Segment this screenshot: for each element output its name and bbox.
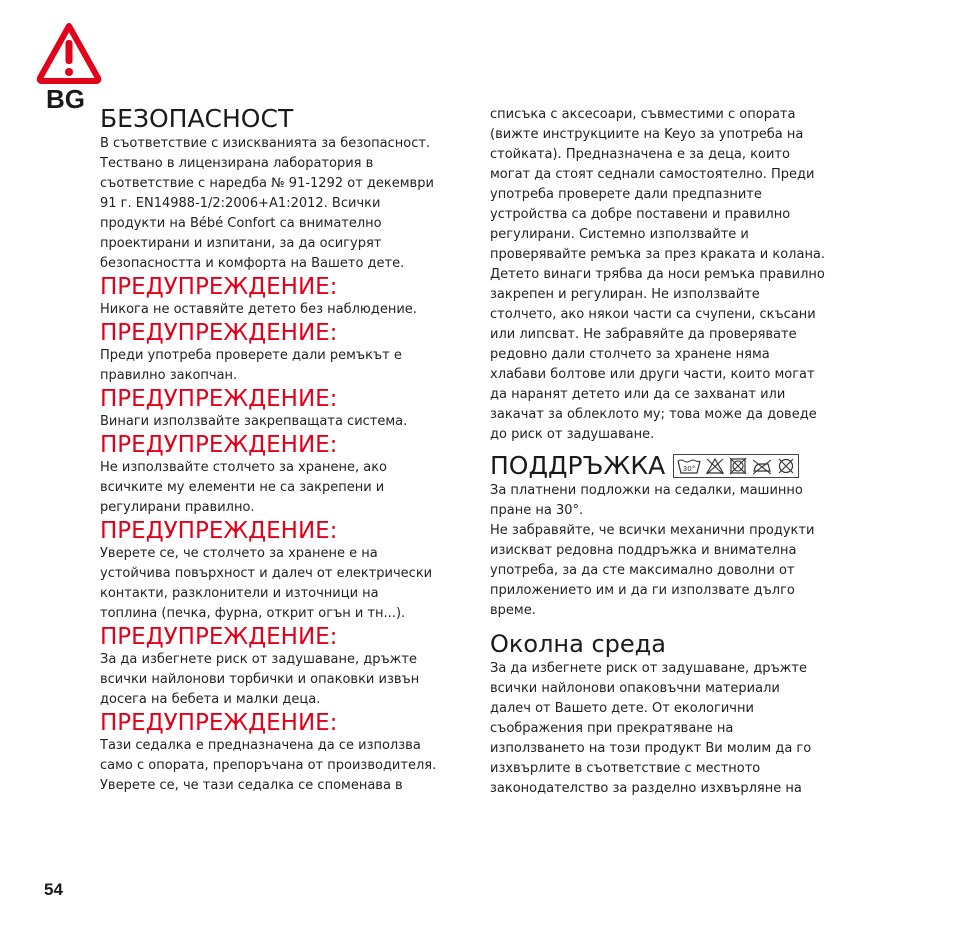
- page-number: 54: [44, 880, 63, 899]
- no-tumble-dry-icon: [729, 457, 747, 475]
- warning-triangle-icon: [36, 22, 102, 84]
- no-dry-clean-icon: [777, 457, 795, 475]
- warning-title-5: ПРЕДУПРЕЖДЕНИЕ:: [100, 518, 338, 544]
- maintenance-text-1: За платнени подложки на седалки, машинно пране на 30°.: [490, 483, 803, 518]
- maintenance-heading-row: [490, 451, 860, 481]
- maintenance-title: ПОДДРЪЖКА: [490, 451, 666, 480]
- warning-title-6: ПРЕДУПРЕЖДЕНИЕ:: [100, 624, 338, 650]
- environment-text: За да избегнете риск от задушаване, дръжте всички найлонови опаковъчни материали далеч от Вашето дете. От екологични съображения при прекратяване на използването на този продукт Ви молим да го изхвърлите в съответствие с местното законодателство за разделно изхвърляне на: [490, 661, 812, 796]
- warning-text-2: Преди употреба проверете дали ремъкът е правилно закопчан.: [100, 348, 402, 383]
- language-code: BG: [46, 84, 85, 114]
- wash-temp-label: 30°: [683, 465, 696, 473]
- warning-title-3: ПРЕДУПРЕЖДЕНИЕ:: [100, 386, 338, 412]
- environment-title: Околна среда: [490, 630, 666, 658]
- wash-30-icon: [677, 457, 701, 475]
- right-column: [490, 105, 860, 799]
- left-column: [100, 104, 470, 796]
- warning-title-7: ПРЕДУПРЕЖДЕНИЕ:: [100, 710, 338, 736]
- safety-title: БЕЗОПАСНОСТ: [100, 104, 294, 133]
- maintenance-text-2: Не забравяйте, че всички механични продукти изискват редовна поддръжка и внимателна употреба, за да сте максимално доволни от приложението им и да ги използвате дълго време.: [490, 523, 815, 618]
- safety-text: В съответствие с изискванията за безопасност. Тествано в лицензирана лаборатория в съответствие с наредба № 91-1292 от декември 91 г. EN14988-1/2:2006+A1:2012. Всички продукти на Bébé Confort са внимателно проектирани и изпитани, за да осигурят безопасността и комфорта на Вашето дете.: [100, 136, 434, 271]
- no-iron-icon: [751, 457, 773, 475]
- warning-title-2: ПРЕДУПРЕЖДЕНИЕ:: [100, 320, 338, 346]
- warning-text-1: Никога не оставяйте детето без наблюдение.: [100, 302, 417, 317]
- warning-text-7: Тази седалка е предназначена да се използва само с опората, препоръчана от производителя. Уверете се, че тази седалка се споменава в: [100, 738, 437, 793]
- no-bleach-icon: [705, 457, 725, 475]
- care-symbols: [673, 454, 799, 478]
- warning-text-5: Уверете се, че столчето за хранене е на устойчива повърхност и далеч от електрически контакти, разклонители и източници на топлина (печка, фурна, открит огън и тн...).: [100, 546, 433, 621]
- warning-title-1: ПРЕДУПРЕЖДЕНИЕ:: [100, 274, 338, 300]
- continued-warning-text: списъка с аксесоари, съвместими с опората (вижте инструкциите на Keyo за употреба на стойката). Предназначена е за деца, които могат да стоят седнали самостоятелно. Преди употреба проверете дали предпазните устройства са добре поставени и правилно регулирани. Системно използвайте и проверявайте ремъка за през краката и колана. Детето винаги трябва да носи ремъка правилно закрепен и регулиран. Не използвайте столчето, ако някои части са счупени, скъсани или липсват. Не забравяйте да проверявате редовно дали столчето за хранене няма хлабави болтове или други части, които могат да наранят детето или да се захванат или закачат за облеклото му; това може да доведе до риск от задушаване.: [490, 107, 826, 442]
- warning-title-4: ПРЕДУПРЕЖДЕНИЕ:: [100, 432, 338, 458]
- warning-text-3: Винаги използвайте закрепващата система.: [100, 414, 408, 429]
- warning-text-4: Не използвайте столчето за хранене, ако всичките му елементи не са закрепени и регулирани правилно.: [100, 460, 387, 515]
- warning-text-6: За да избегнете риск от задушаване, дръжте всички найлонови торбички и опаковки извън досега на бебета и малки деца.: [100, 652, 420, 707]
